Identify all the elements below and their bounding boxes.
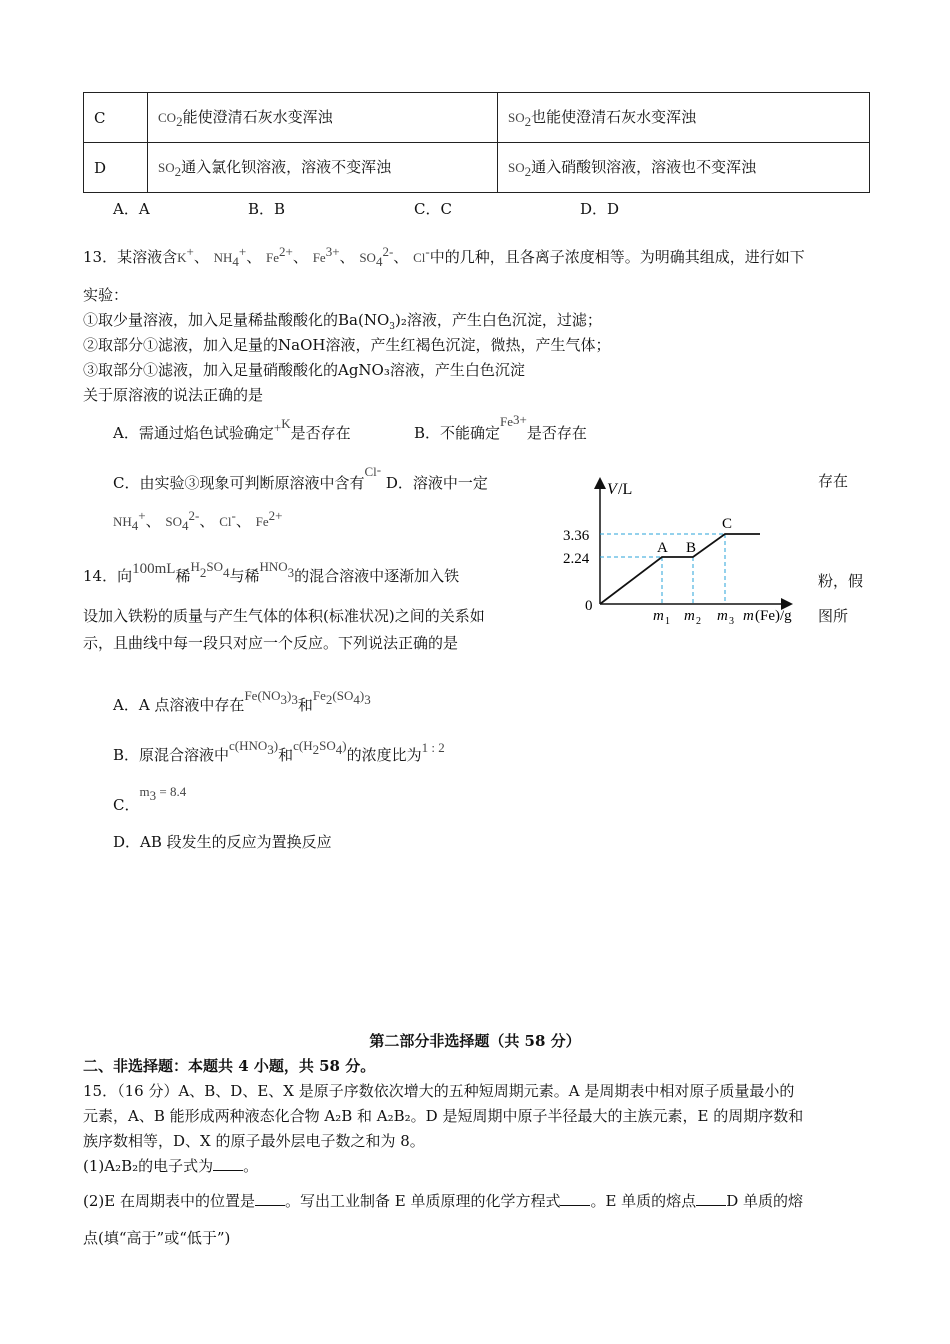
row-left-cell: $CO_2$能使澄清石灰水变浑浊 [148,93,498,143]
q12-choice-a: A．A [113,200,150,218]
point-a-label: A [657,540,668,556]
row-right-cell: $SO_2$也能使澄清石灰水变浑浊 [498,93,870,143]
q13-option-a: A．需通过焰色试验确定+K是否存在 [113,416,351,442]
point-c-label: C [722,516,733,532]
q15-line1: 15．（16 分）A、B、D、E、X 是原子序数依次增大的五种短周期元素。A 是周期表中相对原子质量最小的 [83,1082,795,1100]
q13-option-d-ions: $NH_4^+$、 $SO_4^{2-}$、 Cl-、 $Fe^{2+}$ [113,508,283,533]
q14-line1: 14．向100mL稀$H_2SO_4$与稀$HNO_3$的混合溶液中逐渐加入铁 [83,559,460,585]
q13-stem: 关于原溶液的说法正确的是 [83,386,264,404]
table-row [84,143,870,193]
q14-line2-end: 图所 [818,607,849,625]
table-row [84,93,870,143]
x-tick-m1-sub: 1 [665,616,670,627]
volume-mass-graph [545,470,815,630]
q15-part2-line2: 点(填“高于”或“低于”) [83,1229,231,1247]
x-tick-m2-sub: 2 [696,616,701,627]
q13-option-b: B．不能确定$Fe^{3+}$是否存在 [414,412,587,442]
q14-option-c: C．$m_3 = 8.4$ [113,784,187,814]
q13-step3: ③取部分①滤液，加入足量硝酸酸化的AgNO₃溶液，产生白色沉淀 [83,361,525,379]
answer-blank[interactable] [255,1205,285,1206]
q14-line1-end: 粉，假 [818,572,864,590]
x-axis-label-unit: (Fe)/g [755,608,792,624]
answer-blank[interactable] [696,1205,726,1206]
q14-line3: 示，且曲线中每一段只对应一个反应。下列说法正确的是 [83,634,459,652]
q14-option-d: D．AB 段发生的反应为置换反应 [113,833,332,851]
answer-blank[interactable] [560,1205,590,1206]
q13-step2: ②取部分①滤液，加入足量的NaOH溶液，产生红褐色沉淀，微热，产生气体； [83,336,611,354]
q13-step1: ①取少量溶液，加入足量稀盐酸酸化的$Ba(NO_3)_2$溶液，产生白色沉淀，过滤； [83,311,602,332]
part2-section: 二、非选择题：本题共 4 小题，共 58 分。 [83,1057,376,1075]
y-tick-336: 3.36 [563,528,590,544]
q15-line3: 族序数相等，D、X 的原子最外层电子数之和为 8。 [83,1132,425,1150]
q14-option-b: B．原混合溶液中$c(HNO_3)$和$c(H_2SO_4)$的浓度比为1 : 2 [113,738,445,764]
origin-label: 0 [585,598,593,614]
q12-choice-c: C．C [414,200,452,218]
q13-option-d-end: 存在 [818,472,849,490]
x-tick-m3: m [717,608,728,624]
q13-intro-cont: 实验： [83,286,129,304]
q15-part1: (1)A₂B₂的电子式为 。 [83,1157,259,1175]
row-label: C [84,93,148,143]
y-axis-label-v: V [607,481,617,498]
y-axis-label-unit: /L [618,481,633,498]
q15-part2: (2)E 在周期表中的位置是 。写出工业制备 E 单质原理的化学方程式 。E 单质的熔点 D 单质的熔 [83,1192,803,1210]
x-tick-m3-sub: 3 [729,616,734,627]
q13-option-c: C．由实验③现象可判断原溶液中含有Cl- D．溶液中一定 [113,462,488,492]
q14-option-a: A．A 点溶液中存在$Fe(NO_3)_3$和$Fe_2(SO_4)_3$ [113,688,371,714]
q15-line2: 元素，A、B 能形成两种液态化合物 A₂B 和 A₂B₂。D 是短周期中原子半径最大的主族元素，E 的周期序数和 [83,1107,804,1125]
x-tick-m2: m [684,608,695,624]
q13-intro: 13．某溶液含K+、 $NH_4^+$、 $Fe^{2+}$、 $Fe^{3+}$、 $SO_4^{2-}$、 Cl-中的几种，且各离子浓度相等。为明确其组成，进行如下 [83,244,805,269]
row-label: D [84,143,148,193]
row-left-cell: $SO_2$通入氯化钡溶液，溶液不变浑浊 [148,143,498,193]
x-tick-m1: m [653,608,664,624]
x-axis-label-m: m [743,608,754,624]
q14-line2: 设加入铁粉的质量与产生气体的体积(标准状况)之间的关系如 [83,607,485,625]
options-table [83,92,870,193]
point-b-label: B [686,540,697,556]
part2-title: 第二部分非选择题（共 58 分） [369,1032,581,1050]
q12-choice-d: D．D [580,200,620,218]
y-tick-224: 2.24 [563,551,590,567]
curve [600,534,760,604]
q12-choice-b: B．B [248,200,286,218]
row-right-cell: $SO_2$通入硝酸钡溶液，溶液也不变浑浊 [498,143,870,193]
answer-blank[interactable] [213,1170,243,1171]
